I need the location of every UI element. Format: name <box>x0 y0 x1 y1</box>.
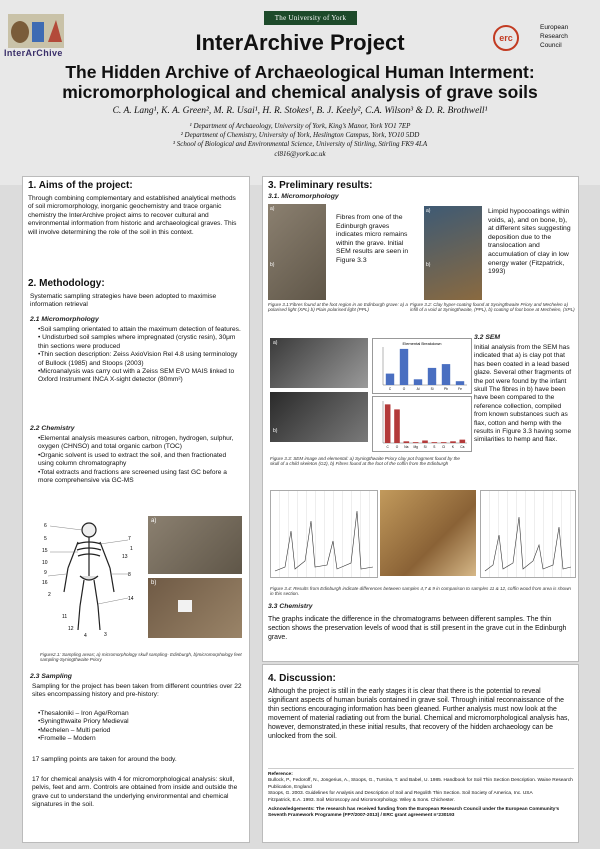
chart-title: Elemental Breakdown <box>402 341 442 346</box>
chart-bar-Fe <box>456 381 464 385</box>
micromorphology-list <box>38 326 243 385</box>
project-title: InterArchive Project <box>195 30 405 55</box>
chart-tick-label: Al <box>416 387 420 391</box>
references-heading: Reference: <box>268 772 293 777</box>
list-item: •Total extracts and fractions are screened using fast GC before a more comprehensive via GC-MS <box>38 468 227 485</box>
chromatogram-trace <box>481 491 575 577</box>
methodology-heading: 2. Methodology: <box>28 278 105 289</box>
list-item: •Soil sampling orientated to attain the maximum detection of features. <box>38 326 241 333</box>
chart-bar-S <box>432 442 438 443</box>
micro-result-text-b: Limpid hypocoatings within voids, a), and on bone, b), at different sites suggesting deposition due to the translocation and accumulation of clay in low energy water (Fitzpatrick, 1993) <box>488 208 571 276</box>
chemistry-results-subheading: 3.3 Chemistry <box>268 603 313 610</box>
chemistry-subheading: 2.2 Chemistry <box>30 425 75 432</box>
skeleton-label: 8 <box>128 572 131 578</box>
chart-tick-label: Ca <box>460 445 465 449</box>
references-block <box>268 768 574 839</box>
chart-tick-label: Si <box>423 445 427 449</box>
sem-fibre-image: b) <box>270 392 368 442</box>
list-item: •Elemental analysis measures carbon, nitrogen, hydrogen, sulphur, oxygen (CHNSO) and total organic carbon (TOC) <box>38 435 234 451</box>
sampling-points: 17 sampling points are taken for around the body. <box>32 756 177 763</box>
skeleton-label: 16 <box>42 580 48 586</box>
sample-label-tag <box>178 600 192 612</box>
list-item: •Syningthwaite Priory Medieval <box>38 718 129 726</box>
chart-bar-Si <box>422 440 428 443</box>
aims-body: Through combining complementary and established analytical methods of soil micromorphology, inorganic geochemistry and trace organic chemistry the InterArchive project aims to recover cultural and environmental information from historic and archaeological graves. This will involve determining the role of the soil in this context. <box>28 195 237 236</box>
erc-logo-icon <box>490 24 522 52</box>
sampling-intro: Sampling for the project has been taken from different countries over 22 sites encompassing history and pre-history: <box>32 683 242 699</box>
skeleton-label: 12 <box>68 626 74 632</box>
skull-sampling-photo: a) <box>148 516 242 574</box>
list-item: •Mechelen – Multi period <box>38 726 111 734</box>
chart-tick-label: Pb <box>444 387 448 391</box>
interarchive-logo-text: InterArChive <box>4 48 63 58</box>
affiliation-2: ² Department of Chemistry, University of York, Heslington Campus, York, YO10 5DD <box>180 131 420 139</box>
skeleton-label: 13 <box>122 554 128 560</box>
list-item: •Organic solvent is used to extract the soil, and then fractionated using column chromatography <box>38 451 227 468</box>
poster-title: The Hidden Archive of Archaeological Human Interment: micromorphological and chemical analysis of grave soils <box>62 62 538 102</box>
chart-bar-Ca <box>460 440 466 443</box>
chart-bar-Cl <box>441 442 447 443</box>
sampling-subheading: 2.3 Sampling <box>30 673 72 680</box>
coffin-wood-thin-section <box>380 490 476 576</box>
discussion-heading: 4. Discussion: <box>268 673 336 684</box>
chart-tick-label: Mg <box>413 445 418 449</box>
list-item: • Undisturbed soil samples where impregnated (crystic resin), 30μm thin sections were produced <box>38 334 236 350</box>
chart-tick-label: C <box>386 445 389 449</box>
discussion-body: Although the project is still in the early stages it is clear that there is the potential to reveal significant aspects of human burials contained in grave soil. Through initial reconnaissance of the thin sections encouraging information has been gleaned. Further analysis must now look at the movement of material radiating out from the burial. Chemical and micromorphological analysis has, however, demonstrated,in these initial results, that recovery of the hidden archaeology can be unlocked from the soil. <box>268 688 570 740</box>
reference-item: Fitzpatrick, E.A. 1993. Soil Microscopy and Micromorphology. Wiley & Sons. Chichester. <box>268 797 455 803</box>
chart-tick-label: K <box>451 445 455 449</box>
university-logo: The University of York <box>264 11 357 25</box>
chart-bar-Mg <box>413 442 419 443</box>
chart-bar-O <box>394 409 400 443</box>
skeleton-label: 10 <box>42 560 48 566</box>
figure-2-1-caption: Figure2.1: Sampling areas; a) micromorphology skull sampling- Edinburgh, b)micromorphology feet sampling-Syningthwaite Priory <box>40 652 242 663</box>
acknowledgements: Acknowledgements: The research has received funding from the European Research Council under the European Community’s Seventh Framework Programme (FP7/2007-2013) / ERC grant agreement n°230193 <box>268 807 560 819</box>
chart-bar-Pb <box>442 364 450 385</box>
figure-3-4-caption: Figure 3.4: Results from Edinburgh indicate differences between samples 4,7 & 9 in comparison to samples 11 & 12, coffin wood from area is shown in this section. <box>270 586 571 597</box>
svg-text:erc: erc <box>499 33 513 43</box>
skeleton-label: 14 <box>128 596 134 602</box>
skeleton-label: 6 <box>44 523 47 529</box>
reference-item: Bullock, P., Fedoroff, N., Jongerius, A., Stoops, G., Tursina, T. and Babel, U. 1985. Handbook for Soil Thin Section Description. Waine Research Publication, England <box>268 778 573 790</box>
erc-name: European Research Council <box>540 24 569 49</box>
list-item: •Thesaloniki – Iron Age/Roman <box>38 710 129 717</box>
skeleton-label: 4 <box>84 633 87 638</box>
skeleton-label: 11 <box>62 614 68 620</box>
chart-bar-Si <box>428 368 436 385</box>
authors: C. A. Lang¹, K. A. Green², M. R. Usai¹, H. R. Stokes¹, B. J. Keely², C.A. Wilson³ & D. R. Brothwell¹ <box>112 106 488 116</box>
micromorphology-subheading: 2.1 Micromorphology <box>30 316 99 323</box>
chart-tick-label: C <box>388 387 392 391</box>
skeleton-label: 2 <box>48 592 51 598</box>
chart-tick-label: S <box>433 445 436 449</box>
chart-tick-label: O <box>402 387 406 391</box>
chromatogram-trace <box>271 491 377 577</box>
chart-bar-O <box>400 349 408 385</box>
chart-bar-C <box>385 404 391 443</box>
skeleton-label: 9 <box>44 570 47 576</box>
sites-list <box>38 710 243 744</box>
micromorphology-results-subheading: 3.1. Micromorphology <box>268 193 339 200</box>
chart-tick-label: O <box>395 445 399 449</box>
figure-3-1-caption: Figure 3.1:Fibres found at the foot region in an Edinburgh grave: a) a polarised light (XPL) b) Plain polarised light (PPL) <box>268 302 408 313</box>
reference-item: Stoops, G. 2003. Guidelines for Analysis and Description of Soil and Regolith Thin Section. Soil Society of America, Inc. USA <box>268 791 533 797</box>
chart-tick-label: Na <box>404 445 409 449</box>
chart-tick-label: Cl <box>442 445 446 449</box>
skeleton-label: 5 <box>44 536 47 542</box>
feet-sampling-photo: b) <box>148 578 242 638</box>
sem-text: Initial analysis from the SEM has indicated that a) is clay pot that has been coated in a lead based glaze. Several other fragments of the pot were found by the infant skull The fibres in b) have been have been compared to the reference collection, compiled from known substances such as flax, cotton and hemp with the results in Figure 3.3 having some similarities to hemp and flax. <box>474 344 572 444</box>
affiliation-3: ³ School of Biological and Environmental Science, University of Stirling, Stirling FK9 4LA <box>172 140 428 148</box>
skeleton-label: 15 <box>42 548 48 554</box>
chart-bar-Al <box>414 379 422 385</box>
results-heading: 3. Preliminary results: <box>268 180 373 191</box>
chemistry-list <box>38 435 243 485</box>
sem-subheading: 3.2 SEM <box>474 334 501 341</box>
skeleton-label: 1 <box>130 546 133 552</box>
micro-result-text-a: Fibres from one of the Edinburgh graves indicates micro remains within the grave. Initial SEM results are seen in Figure 3.3 <box>336 214 409 264</box>
chart-axis <box>383 347 467 385</box>
aims-heading: 1. Aims of the project: <box>28 180 133 191</box>
chart-tick-label: Fe <box>458 387 462 391</box>
elemental-chart-b <box>372 396 472 452</box>
chart-bar-K <box>450 441 456 443</box>
skeleton-label: 7 <box>128 536 131 542</box>
chromatogram-right <box>480 490 576 578</box>
list-item: •Microanalysis was carry out with a Zeiss SEM EVO MAIS linked to Oxford Instrument INCA X-sight detector (80mm²) <box>38 368 235 384</box>
sampling-chemistry: 17 for chemical analysis with 4 for micromorphological analysis: skull, pelvis, feet and arm. Controls are obtained from inside and outside the grave cut to understand the underlying environmental and chemical signatures in the soil. <box>32 776 238 809</box>
chemistry-results-text: The graphs indicate the difference in the chromatograms between different samples. The thin section shows the preservation levels of wood that is still present in the grave cut in the Edinburgh grave. <box>268 616 567 641</box>
list-item: •Fromelle – Modern <box>38 735 96 743</box>
figure-3-3-caption: Figure 3.3: SEM image and elemental: a) Syningthwaite Priory clay pot fragment found by the skull of a child skeleton (G2), b) Fibres found at the foot of the coffin from the Edinburgh <box>270 456 460 467</box>
chart-bar-Na <box>404 441 410 443</box>
methodology-intro: Systematic sampling strategies have been adopted to maximise information retrieval <box>30 293 217 309</box>
skeleton-sampling-diagram <box>40 518 138 638</box>
fibre-thin-section-photo: a) b) <box>268 204 326 300</box>
chart-bar-C <box>386 374 394 385</box>
sem-pot-fragment-image: a) <box>270 338 368 388</box>
skeleton-label: 3 <box>104 632 107 638</box>
figure-3-2-caption: Figure 3.2: Clay hyper-coating found at Syningthwaite Priory and Mechelen a) infill of a void at Syningthwaite, (PPL), b) coating of foot bone at Mechelen, (XPL) <box>410 302 575 313</box>
chart-tick-label: Si <box>430 387 434 391</box>
contact-email: cl816@york.ac.uk <box>274 150 326 158</box>
elemental-chart-a <box>372 338 472 394</box>
clay-coating-photo: a) b) <box>424 206 482 300</box>
affiliation-1: ¹ Department of Archaeology, University of York, King’s Manor, York YO1 7EP <box>189 122 411 130</box>
list-item: •Thin section description: Zeiss AxioVision Rel 4.8 using terminology of Bullock (1985) and Stoops (2003) <box>38 351 238 367</box>
chromatogram-left <box>270 490 378 578</box>
